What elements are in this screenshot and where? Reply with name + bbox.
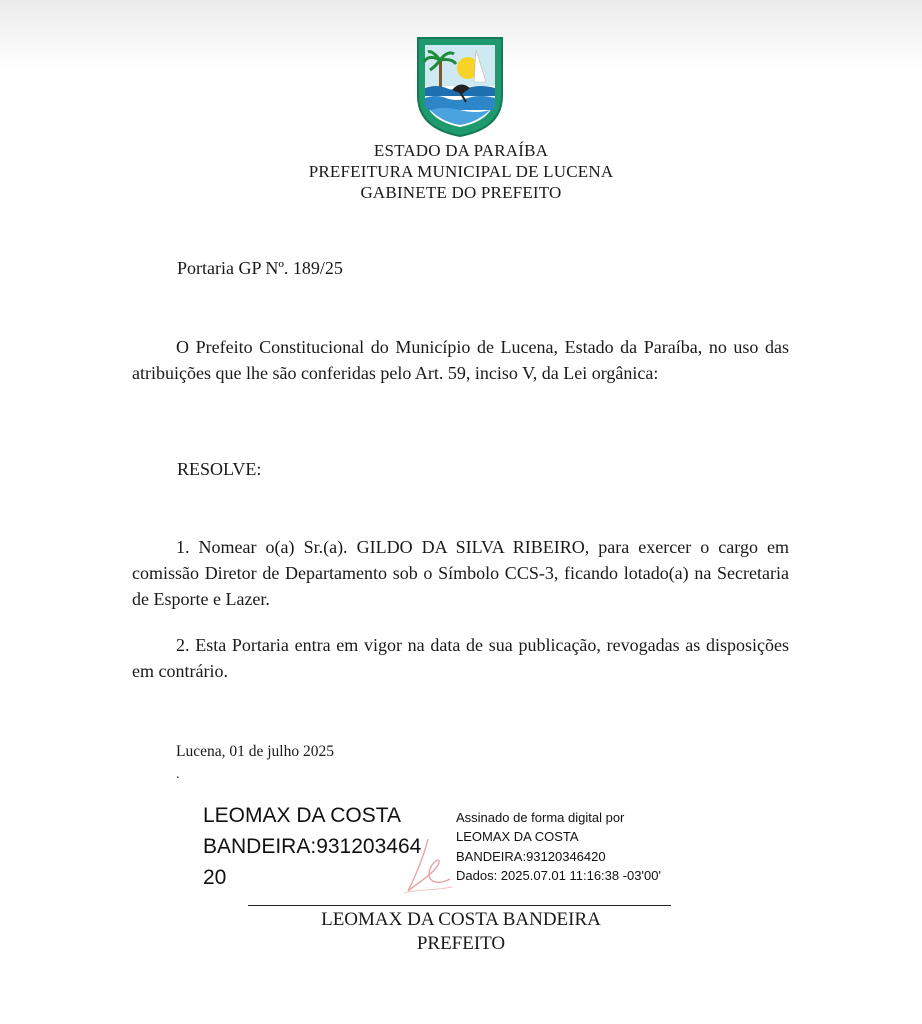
lucena-coat-of-arms-icon: [416, 36, 504, 138]
portaria-number: Portaria GP Nº. 189/25: [177, 258, 343, 278]
signature-name-line: LEOMAX DA COSTA: [203, 804, 401, 827]
signature-rule: [248, 905, 671, 906]
signature-name-line: BANDEIRA:931203464: [203, 835, 422, 858]
digital-signature-details: [456, 808, 661, 885]
signer-title: PREFEITO: [416, 933, 506, 954]
digital-signature-name: [203, 800, 421, 893]
resolve-heading: RESOLVE:: [177, 459, 262, 479]
signer-name: LEOMAX DA COSTA BANDEIRA: [321, 909, 601, 930]
signature-detail-line: Assinado de forma digital por: [456, 810, 625, 825]
signature-name-line: 20: [203, 866, 227, 889]
signature-detail-line: BANDEIRA:93120346420: [456, 848, 606, 864]
item-2-paragraph: 2. Esta Portaria entra em vigor na data de sua publicação, revogadas as disposições em contrário.: [132, 635, 789, 681]
handwritten-signature-icon: [398, 835, 458, 897]
header-cabinet: GABINETE DO PREFEITO: [360, 183, 562, 202]
preamble-paragraph: O Prefeito Constitucional do Município de Lucena, Estado da Paraíba, no uso das atribuições que lhe são conferidas pelo Art. 59, inciso V, da Lei orgânica:: [132, 337, 789, 383]
signature-detail-line: Dados: 2025.07.01 11:16:38 -03'00': [456, 867, 661, 883]
stray-dot: .: [176, 767, 180, 782]
signature-detail-line: LEOMAX DA COSTA: [456, 829, 579, 845]
header-prefecture: PREFEITURA MUNICIPAL DE LUCENA: [308, 162, 614, 181]
date-line: Lucena, 01 de julho 2025: [176, 743, 334, 760]
header-state: ESTADO DA PARAÍBA: [373, 141, 549, 160]
item-1-paragraph: 1. Nomear o(a) Sr.(a). GILDO DA SILVA RIBEIRO, para exercer o cargo em comissão Diretor de Departamento sob o Símbolo CCS-3, ficando lotado(a) na Secretaria de Esporte e Lazer.: [132, 537, 789, 609]
